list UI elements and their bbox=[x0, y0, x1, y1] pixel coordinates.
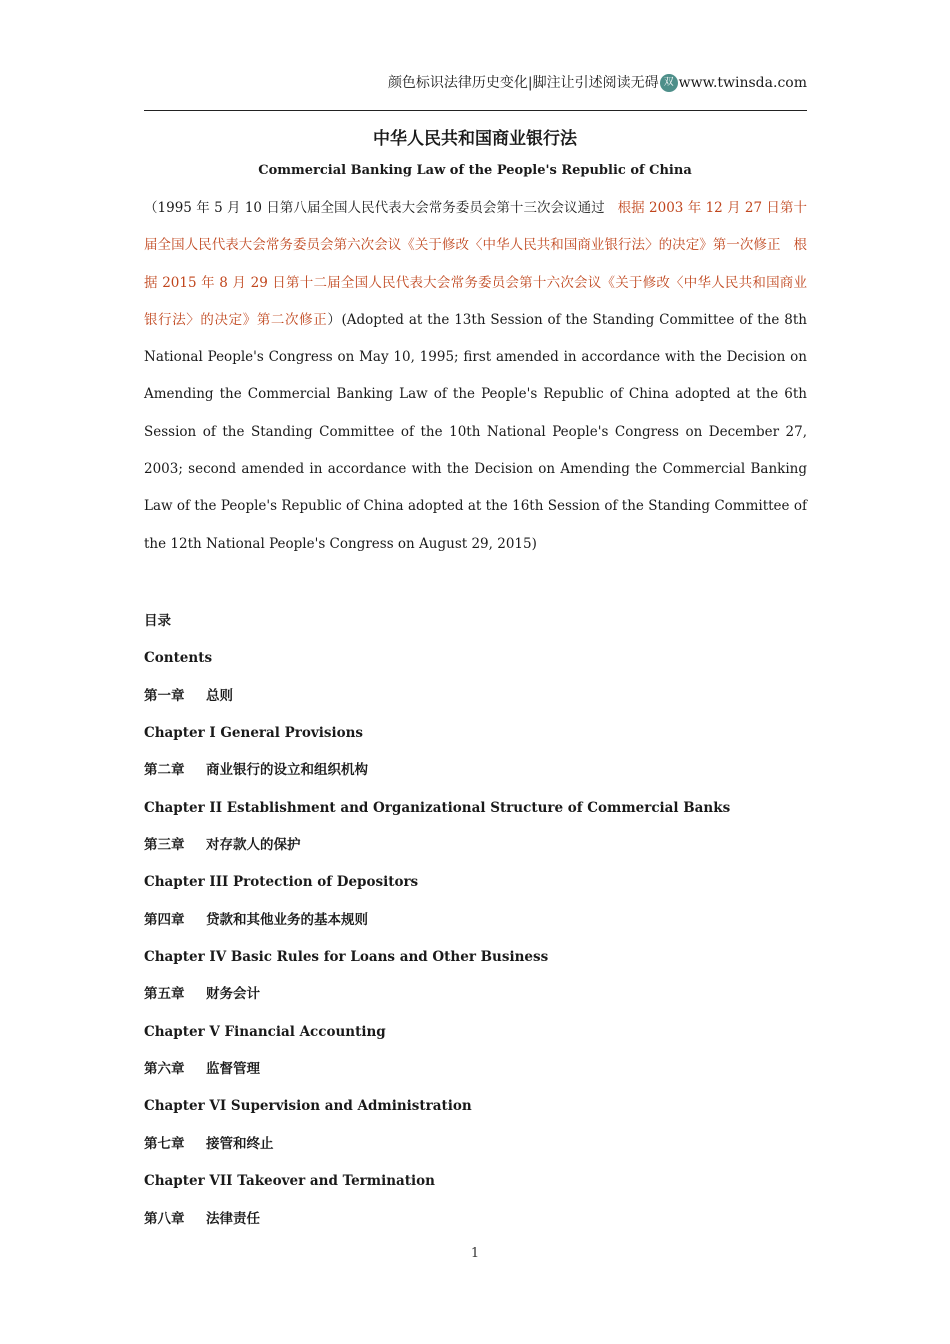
toc-item-en[interactable]: Chapter V Financial Accounting bbox=[144, 1023, 386, 1040]
toc-chapter-title-cn: 对存款人的保护 bbox=[206, 837, 301, 854]
toc-chapter-title-cn: 法律责任 bbox=[206, 1210, 260, 1227]
header-text bbox=[388, 72, 807, 92]
toc-chapter-number: 第一章 bbox=[144, 687, 185, 704]
toc-item-cn[interactable] bbox=[144, 903, 807, 940]
amendment-2003[interactable]: 根据 2003 年 12 月 27 日第十届全国人民代表大会常务委员会第六次会议《关于修改〈中华人民共和国商业银行法〉的决定》第一次修正 bbox=[144, 200, 807, 254]
adoption-note-english: ）(Adopted at the 13th Session of the Standing Committee of the 8th National People's Congress on May 10, 1995; first amended in accordance with the Decision on Amending the Commercial Banking Law of the People's Republic of China adopted at the 6th Session of the Standing Committee of the 10th National People's Congress on December 27, 2003; second amended in accordance with the Decision on Amending the Commercial Banking Law of the People's Republic of China adopted at the 16th Session of the Standing Committee of the 12th National People's Congress on August 29, 2015) bbox=[144, 311, 807, 552]
page-header bbox=[144, 66, 807, 111]
toc-heading-en: Contents bbox=[144, 650, 213, 667]
toc-item-en[interactable]: Chapter III Protection of Depositors bbox=[144, 874, 419, 891]
toc-chapter-number: 第八章 bbox=[144, 1210, 185, 1227]
toc-chapter-title-cn: 接管和终止 bbox=[206, 1135, 274, 1152]
toc-item-cn[interactable] bbox=[144, 753, 807, 790]
adoption-note bbox=[144, 190, 807, 563]
toc-item-cn[interactable] bbox=[144, 1202, 807, 1239]
document-title-en: Commercial Banking Law of the People's Republic of China bbox=[258, 163, 692, 178]
toc-item-cn[interactable] bbox=[144, 977, 807, 1014]
toc-item-en[interactable]: Chapter II Establishment and Organizational Structure of Commercial Banks bbox=[144, 799, 731, 816]
header-site-link[interactable]: www.twinsda.com bbox=[678, 75, 807, 91]
table-of-contents bbox=[144, 604, 807, 1239]
page-number: 1 bbox=[470, 1246, 480, 1261]
toc-chapter-title-cn: 财务会计 bbox=[206, 986, 260, 1003]
toc-chapter-number: 第三章 bbox=[144, 837, 185, 854]
toc-item-en[interactable]: Chapter IV Basic Rules for Loans and Other Business bbox=[144, 949, 549, 966]
toc-chapter-title-cn: 商业银行的设立和组织机构 bbox=[206, 762, 368, 779]
toc-chapter-number: 第五章 bbox=[144, 986, 185, 1003]
toc-item-cn[interactable] bbox=[144, 1052, 807, 1089]
adoption-note-original: （1995 年 5 月 10 日第八届全国人民代表大会常务委员会第十三次会议通过 bbox=[144, 200, 605, 216]
toc-item-cn[interactable] bbox=[144, 679, 807, 716]
toc-chapter-title-cn: 监督管理 bbox=[206, 1061, 260, 1078]
toc-item-en[interactable]: Chapter VII Takeover and Termination bbox=[144, 1173, 435, 1190]
toc-chapter-title-cn: 贷款和其他业务的基本规则 bbox=[206, 911, 368, 928]
twinsda-logo-icon: 双 bbox=[660, 74, 678, 92]
toc-chapter-number: 第四章 bbox=[144, 911, 185, 928]
toc-heading-cn: 目录 bbox=[144, 613, 171, 629]
header-tagline: 颜色标识法律历史变化|脚注让引述阅读无碍 bbox=[387, 75, 659, 91]
toc-item-en[interactable]: Chapter VI Supervision and Administration bbox=[144, 1098, 472, 1115]
toc-item-en[interactable]: Chapter I General Provisions bbox=[144, 725, 363, 742]
toc-chapter-number: 第七章 bbox=[144, 1135, 185, 1152]
document-title-cn: 中华人民共和国商业银行法 bbox=[373, 129, 577, 149]
toc-chapter-title-cn: 总则 bbox=[206, 687, 233, 704]
toc-item-cn[interactable] bbox=[144, 828, 807, 865]
toc-chapter-number: 第六章 bbox=[144, 1061, 185, 1078]
toc-item-cn[interactable] bbox=[144, 1127, 807, 1164]
amendment-2015[interactable]: 根据 2015 年 8 月 29 日第十二届全国人民代表大会常务委员会第十六次会议《关于修改〈中华人民共和国商业银行法〉的决定》第二次修正 bbox=[144, 237, 808, 328]
toc-chapter-number: 第二章 bbox=[144, 762, 185, 779]
